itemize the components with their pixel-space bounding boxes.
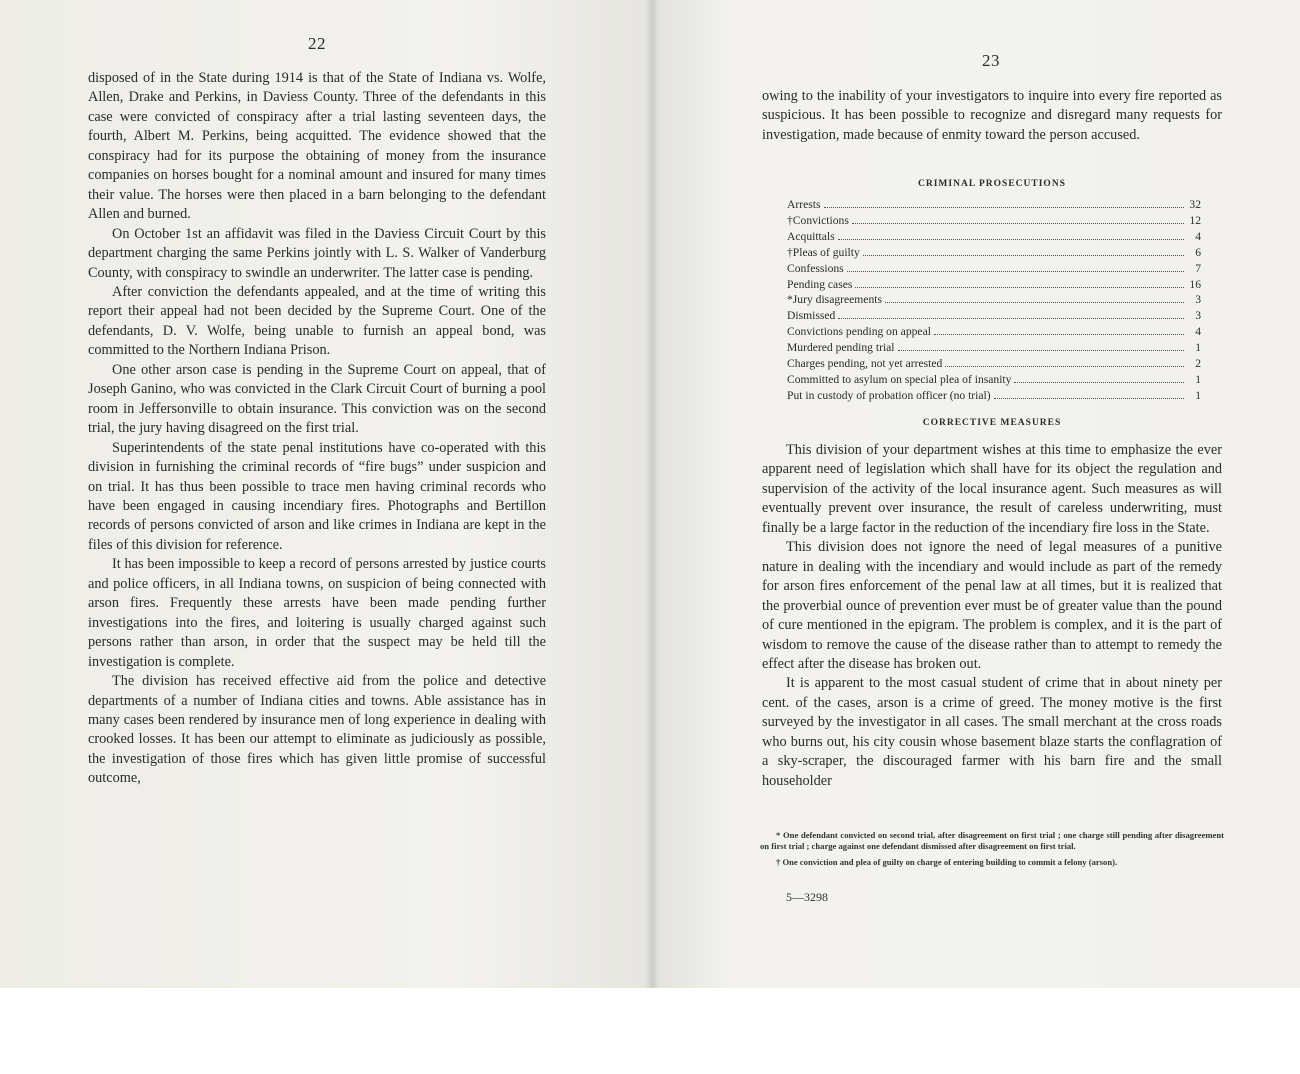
stat-label: Pending cases <box>787 277 853 291</box>
stat-row <box>787 356 1201 372</box>
right-page-number: 23 <box>982 51 1000 70</box>
left-paragraph: On October 1st an affidavit was filed in the Daviess Circuit Court by this department charging the same Perkins jointly with L. S. Walker of Vanderburg County, with conspiracy to swindle an underwriter. The latter case is pending. <box>88 225 546 281</box>
corrective-paragraph: This division does not ignore the need of legal measures of a punitive nature in dealing with the incendiary and would include as part of the remedy for arson fires enforcement of the penal law at all times, but it is realized that the proverbial ounce of prevention ever must be of greater value than the pound of cure mentioned in the epigram. The problem is complex, and it is the part of wisdom to remove the cause of the disease rather than to attempt to remedy the effect after the disease has broken out. <box>762 539 1222 672</box>
footnotes <box>760 830 1224 873</box>
book-gutter <box>645 0 659 1074</box>
criminal-prosecutions-table <box>787 197 1201 404</box>
stat-value: 1 <box>1195 388 1201 402</box>
stat-value: 3 <box>1195 309 1201 323</box>
stat-label: Dismissed <box>787 309 836 323</box>
stat-value: 16 <box>1189 277 1201 291</box>
right-page-intro <box>762 87 1222 145</box>
stat-row <box>787 245 1201 261</box>
stat-value: 6 <box>1195 245 1201 259</box>
left-paragraph: Superintendents of the state penal institutions have co-operated with this division in furnishing the criminal records of “fire bugs” under suspicion and on trial. It has thus been possible to trace men having criminal records who have been engaged in causing incendiary fires. Photographs and Bertillon records of persons convicted of arson and like crimes in Indiana are kept in the files of this division for reference. <box>88 439 546 553</box>
stat-row <box>787 261 1201 277</box>
dot-leader <box>863 247 1184 256</box>
stat-value: 12 <box>1189 213 1201 227</box>
stat-value: 4 <box>1195 229 1201 243</box>
dot-leader <box>898 342 1184 351</box>
stat-label: *Jury disagreements <box>787 293 882 307</box>
footnote: * One defendant convicted on second trial, after disagreement on first trial ; one charge still pending after disagreement on first trial ; charge against one defendant dismissed after disagreement on first trial. <box>760 830 1224 851</box>
stat-value: 32 <box>1189 198 1201 211</box>
dot-leader <box>855 279 1184 288</box>
stat-label: Confessions <box>787 261 844 275</box>
corrective-measures-body <box>762 441 1222 791</box>
stat-label: Acquittals <box>787 229 835 243</box>
stat-row <box>787 340 1201 356</box>
stat-row <box>787 229 1201 245</box>
stat-row <box>787 292 1201 308</box>
dot-leader <box>885 294 1184 303</box>
dot-leader <box>994 390 1184 399</box>
stat-label: Arrests <box>787 198 821 211</box>
stat-value: 4 <box>1195 325 1201 339</box>
dot-leader <box>847 263 1184 272</box>
left-paragraph: It has been impossible to keep a record of persons arrested by justice courts and police officers, in all Indiana towns, on suspicion of being connected with arson fires. Frequently these arrests have been made pending further investigations into the fires, and loitering is usually charged against such persons rather than arson, in order that the suspect may be held till the investigation is complete. <box>88 556 546 670</box>
dot-leader <box>838 310 1184 319</box>
stat-row <box>787 213 1201 229</box>
stat-value: 7 <box>1195 261 1201 275</box>
printer-signature-mark: 5—3298 <box>786 890 828 904</box>
left-page-number: 22 <box>308 34 326 53</box>
stat-label: Charges pending, not yet arrested <box>787 357 943 371</box>
left-paragraph: After conviction the defendants appealed, and at the time of writing this report their appeal had not been decided by the Supreme Court. One of the defendants, D. V. Wolfe, being unable to furnish an appeal bond, was committed to the Northern Indiana Prison. <box>88 283 546 359</box>
stat-row <box>787 324 1201 340</box>
dot-leader <box>838 231 1184 240</box>
stat-label: †Convictions <box>787 213 849 227</box>
dot-leader <box>852 215 1184 224</box>
left-page-body <box>88 69 546 789</box>
stat-value: 1 <box>1195 372 1201 386</box>
corrective-paragraph: It is apparent to the most casual student of crime that in about ninety per cent. of the cases, arson is a crime of greed. The money motive is the first surveyed by the investigator in all cases. The small merchant at the cross roads who burns out, his city cousin whose basement blaze starts the conflagration of a sky-scraper, the discouraged farmer with his barn fire and the small householder <box>762 675 1222 789</box>
stat-value: 2 <box>1195 357 1201 371</box>
stat-row <box>787 388 1201 404</box>
dot-leader <box>824 199 1185 208</box>
left-paragraph: One other arson case is pending in the Supreme Court on appeal, that of Joseph Ganino, who was convicted in the Clark Circuit Court of burning a pool room in Jeffersonville to obtain insurance. This conviction was on the second trial, the jury having disagreed on the first trial. <box>88 361 546 437</box>
stat-label: Committed to asylum on special plea of insanity <box>787 372 1012 386</box>
stat-label: Murdered pending trial <box>787 341 895 355</box>
corrective-paragraph: This division of your department wishes at this time to emphasize the ever apparent need of legislation which shall have for its object the regulation and supervision of the activity of the local insurance agent. Such measures as will eventually prevent over insurance, the result of careless underwriting, must finally be a large factor in the reduction of the incendiary fire loss in the State. <box>762 442 1222 536</box>
corrective-measures-heading: CORRECTIVE MEASURES <box>922 418 1062 428</box>
intro-paragraph: owing to the inability of your investigators to inquire into every fire reported as suspicious. It has been possible to recognize and disregard many requests for investigation, made because of enmity toward the person accused. <box>762 88 1222 143</box>
stat-row <box>787 277 1201 293</box>
left-paragraph: disposed of in the State during 1914 is that of the State of Indiana vs. Wolfe, Allen, Drake and Perkins, in Daviess County. Three of the defendants in this case were convicted of conspiracy after a trial lasting seventeen days, the fourth, Albert M. Perkins, being acquitted. The evidence showed that the conspiracy had for its purpose the obtaining of money from the insurance companies on horses bought for a nominal amount and insured for many times their value. The horses were then placed in a barn belonging to the defendant Allen and burned. <box>88 70 546 223</box>
stat-row <box>787 372 1201 388</box>
footnote: † One conviction and plea of guilty on charge of entering building to commit a felony (arson). <box>776 857 1118 867</box>
stat-row <box>787 308 1201 324</box>
left-paragraph: The division has received effective aid from the police and detective departments of a number of Indiana cities and towns. Able assistance has in many cases been rendered by insurance men of long experience in dealing with crooked losses. It has been our attempt to eliminate as judiciously as possible, the investigation of those fires which has given little promise of successful outcome, <box>88 673 546 787</box>
dot-leader <box>1014 374 1184 383</box>
scan-bottom-margin <box>0 988 1300 1074</box>
stat-value: 3 <box>1195 293 1201 307</box>
stat-label: †Pleas of guilty <box>787 245 860 259</box>
criminal-prosecutions-heading: CRIMINAL PROSECUTIONS <box>918 179 1066 189</box>
stat-value: 1 <box>1195 341 1201 355</box>
stat-row <box>787 197 1201 213</box>
stat-label: Convictions pending on appeal <box>787 325 931 339</box>
stat-label: Put in custody of probation officer (no trial) <box>787 388 991 402</box>
dot-leader <box>945 358 1184 367</box>
dot-leader <box>934 326 1184 335</box>
